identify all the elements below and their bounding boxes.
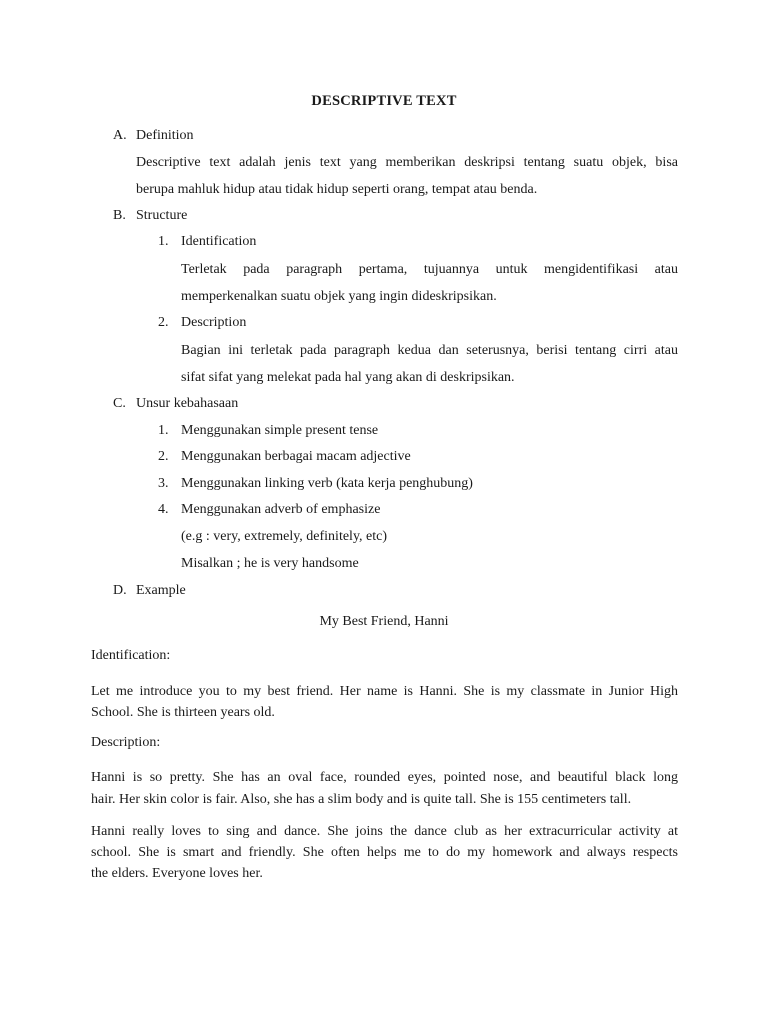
document-title: DESCRIPTIVE TEXT <box>311 93 457 109</box>
description-para-2-line-2: school. She is smart and friendly. She often helps me to do my homework and always respects <box>91 845 678 860</box>
unsur-example-note: (e.g : very, extremely, definitely, etc) <box>181 529 388 544</box>
structure-item-1-label: Identification <box>181 234 257 249</box>
unsur-example-sentence: Misalkan ; he is very handsome <box>181 556 359 571</box>
description-para-1-line-1: Hanni is so pretty. She has an oval face, rounded eyes, pointed nose, and beautiful black long <box>91 770 678 785</box>
structure-item-2-label: Description <box>181 315 247 330</box>
unsur-item-4-label: Menggunakan adverb of emphasize <box>181 502 381 517</box>
section-a-heading: Definition <box>136 128 194 143</box>
unsur-item-2-number: 2. <box>158 449 169 464</box>
identification-line-1: Let me introduce you to my best friend. Her name is Hanni. She is my classmate in Junior High <box>91 684 678 699</box>
structure-item-2-line-1: Bagian ini terletak pada paragraph kedua dan seterusnya, berisi tentang cirri atau <box>181 343 678 358</box>
description-para-1-line-2: hair. Her skin color is fair. Also, she has a slim body and is quite tall. She is 155 centimeters tall. <box>91 792 632 807</box>
unsur-item-2-label: Menggunakan berbagai macam adjective <box>181 449 411 464</box>
description-label: Description: <box>91 735 161 750</box>
unsur-item-1-label: Menggunakan simple present tense <box>181 423 379 438</box>
section-b-marker: B. <box>113 208 126 223</box>
identification-line-2: School. She is thirteen years old. <box>91 705 275 720</box>
unsur-item-3-label: Menggunakan linking verb (kata kerja penghubung) <box>181 476 473 491</box>
section-b-heading: Structure <box>136 208 188 223</box>
description-para-2-line-3: the elders. Everyone loves her. <box>91 866 263 881</box>
unsur-item-3-number: 3. <box>158 476 169 491</box>
identification-label: Identification: <box>91 648 171 663</box>
section-d-marker: D. <box>113 583 127 598</box>
section-a-marker: A. <box>113 128 127 143</box>
structure-item-2-line-2: sifat sifat yang melekat pada hal yang akan di deskripsikan. <box>181 370 515 385</box>
section-c-marker: C. <box>113 396 126 411</box>
description-para-2-line-1: Hanni really loves to sing and dance. She joins the dance club as her extracurricular activity at <box>91 824 678 839</box>
structure-item-2-number: 2. <box>158 315 169 330</box>
structure-item-1-line-1: Terletak pada paragraph pertama, tujuannya untuk mengidentifikasi atau <box>181 262 678 277</box>
structure-item-1-line-2: memperkenalkan suatu objek yang ingin dideskripsikan. <box>181 289 497 304</box>
structure-item-1-number: 1. <box>158 234 169 249</box>
unsur-item-4-number: 4. <box>158 502 169 517</box>
definition-line-2: berupa mahluk hidup atau tidak hidup seperti orang, tempat atau benda. <box>136 182 538 197</box>
unsur-item-1-number: 1. <box>158 423 169 438</box>
section-d-heading: Example <box>136 583 186 598</box>
example-title: My Best Friend, Hanni <box>319 614 449 629</box>
section-c-heading: Unsur kebahasaan <box>136 396 239 411</box>
definition-line-1: Descriptive text adalah jenis text yang memberikan deskripsi tentang suatu objek, bisa <box>136 155 678 170</box>
